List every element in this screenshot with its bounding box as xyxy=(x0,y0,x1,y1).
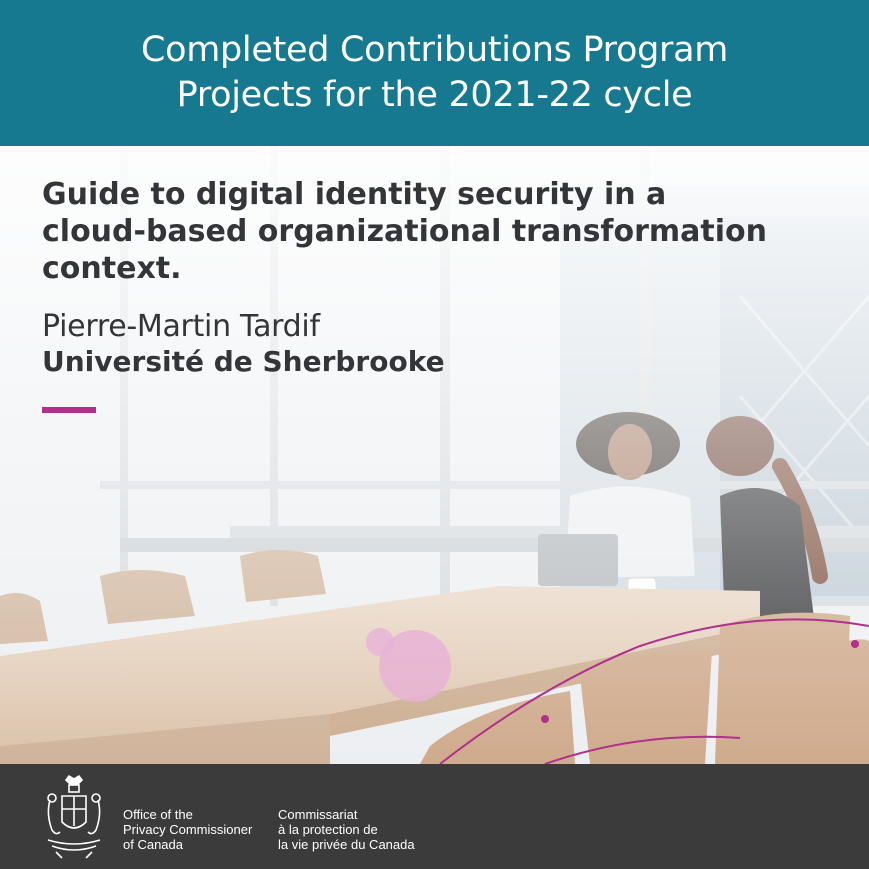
institution-name: Université de Sherbrooke xyxy=(42,345,445,378)
accent-divider xyxy=(42,407,96,413)
project-title-line-3: context. xyxy=(42,251,182,286)
org-en-line-3: of Canada xyxy=(123,837,183,852)
org-name-english xyxy=(123,807,252,852)
org-fr-line-3: la vie privée du Canada xyxy=(278,837,415,852)
org-fr-line-1: Commissariat xyxy=(278,807,358,822)
org-name-french xyxy=(278,807,415,852)
banner-title-line-1: Completed Contributions Program xyxy=(140,30,729,70)
project-title xyxy=(42,176,842,287)
banner-title-line-2: Projects for the 2021-22 cycle xyxy=(176,75,693,115)
project-title-line-2: cloud-based organizational transformation xyxy=(42,214,767,249)
coat-of-arms-icon xyxy=(42,774,106,860)
footer-bar xyxy=(0,764,869,869)
org-fr-line-2: à la protection de xyxy=(278,822,378,837)
header-banner xyxy=(0,0,869,146)
org-en-line-2: Privacy Commissioner xyxy=(123,822,253,837)
author-name: Pierre-Martin Tardif xyxy=(42,309,320,344)
project-title-line-1: Guide to digital identity security in a xyxy=(42,177,667,212)
project-info xyxy=(42,176,842,413)
org-en-line-1: Office of the xyxy=(123,807,193,822)
